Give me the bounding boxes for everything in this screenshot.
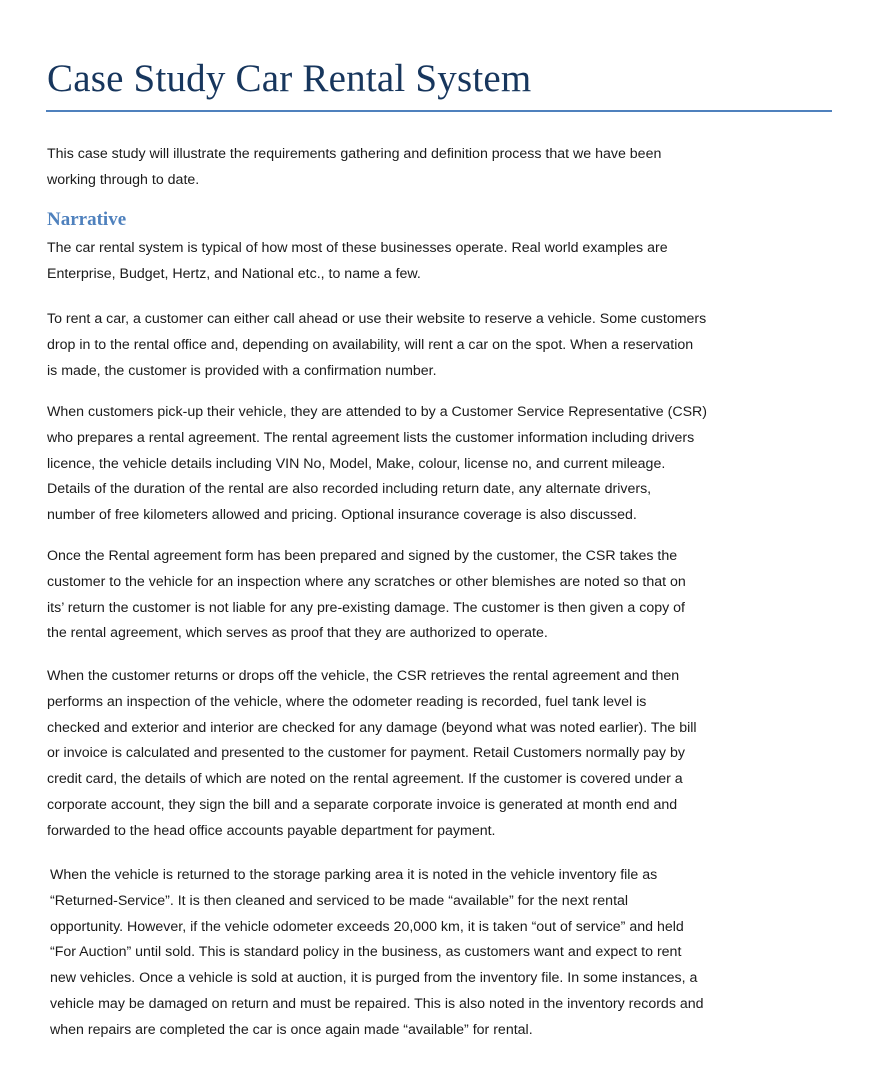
text-line: corporate account, they sign the bill and a separate corporate invoice is generated at month end and [47,796,678,813]
narrative-paragraph [47,400,833,529]
text-line: performs an inspection of the vehicle, where the odometer reading is recorded, fuel tank level is [47,693,647,710]
text-line: when repairs are completed the car is once again made “available” for rental. [50,1021,533,1038]
text-line: working through to date. [47,171,200,188]
text-line: Once the Rental agreement form has been prepared and signed by the customer, the CSR takes the [47,548,678,564]
text-line: Enterprise, Budget, Hertz, and National etc., to name a few. [47,265,421,282]
text-line: the rental agreement, which serves as proof that they are authorized to operate. [47,625,548,642]
text-line: “For Auction” until sold. This is standard policy in the business, as customers want and expect to rent [50,944,682,961]
text-line: credit card, the details of which are noted on the rental agreement. If the customer is covered under a [47,771,683,788]
intro-paragraph [47,142,833,194]
text-line: vehicle may be damaged on return and must be repaired. This is also noted in the inventory records and [50,995,704,1012]
narrative-paragraph [47,307,833,384]
text-line: To rent a car, a customer can either call ahead or use their website to reserve a vehicle. Some customers [47,311,707,327]
text-line: “Returned-Service”. It is then cleaned and serviced to be made “available” for the next rental [50,892,629,909]
text-line: The car rental system is typical of how most of these businesses operate. Real world examples are [47,240,668,256]
text-line: When the customer returns or drops off the vehicle, the CSR retrieves the rental agreement and then [47,668,680,684]
narrative-paragraph [47,664,833,845]
text-line: When customers pick-up their vehicle, they are attended to by a Customer Service Representative (CSR) [47,404,708,420]
narrative-paragraph [47,236,833,288]
text-line: opportunity. However, if the vehicle odometer exceeds 20,000 km, it is taken “out of service” and held [50,918,684,935]
text-line: its’ return the customer is not liable for any pre-existing damage. The customer is then given a copy of [47,599,685,616]
section-heading-narrative: Narrative [47,209,127,230]
narrative-paragraph [50,863,836,1044]
title-underline-divider [46,110,832,112]
text-line: licence, the vehicle details including VIN No, Model, Make, colour, license no, and current mileage. [47,455,666,472]
text-line: forwarded to the head office accounts payable department for payment. [47,822,496,839]
text-line: customer to the vehicle for an inspection where any scratches or other blemishes are noted so that on [47,573,686,590]
page-title: Case Study Car Rental System [47,57,532,100]
text-line: checked and exterior and interior are checked for any damage (beyond what was noted earlier). The bill [47,719,697,736]
text-line: Details of the duration of the rental are also recorded including return date, any alternate drivers, [47,481,652,498]
narrative-paragraph [47,544,833,647]
text-line: is made, the customer is provided with a confirmation number. [47,362,437,379]
text-line: drop in to the rental office and, depending on availability, will rent a car on the spot. When a reservation [47,336,694,353]
text-line: This case study will illustrate the requirements gathering and definition process that we have been [47,146,662,162]
text-line: number of free kilometers allowed and pricing. Optional insurance coverage is also discussed. [47,507,637,524]
text-line: new vehicles. Once a vehicle is sold at auction, it is purged from the inventory file. In some instances, a [50,970,698,987]
text-line: When the vehicle is returned to the storage parking area it is noted in the vehicle inventory file as [50,867,658,883]
text-line: who prepares a rental agreement. The rental agreement lists the customer information including drivers [47,429,695,446]
text-line: or invoice is calculated and presented to the customer for payment. Retail Customers normally pay by [47,745,685,762]
